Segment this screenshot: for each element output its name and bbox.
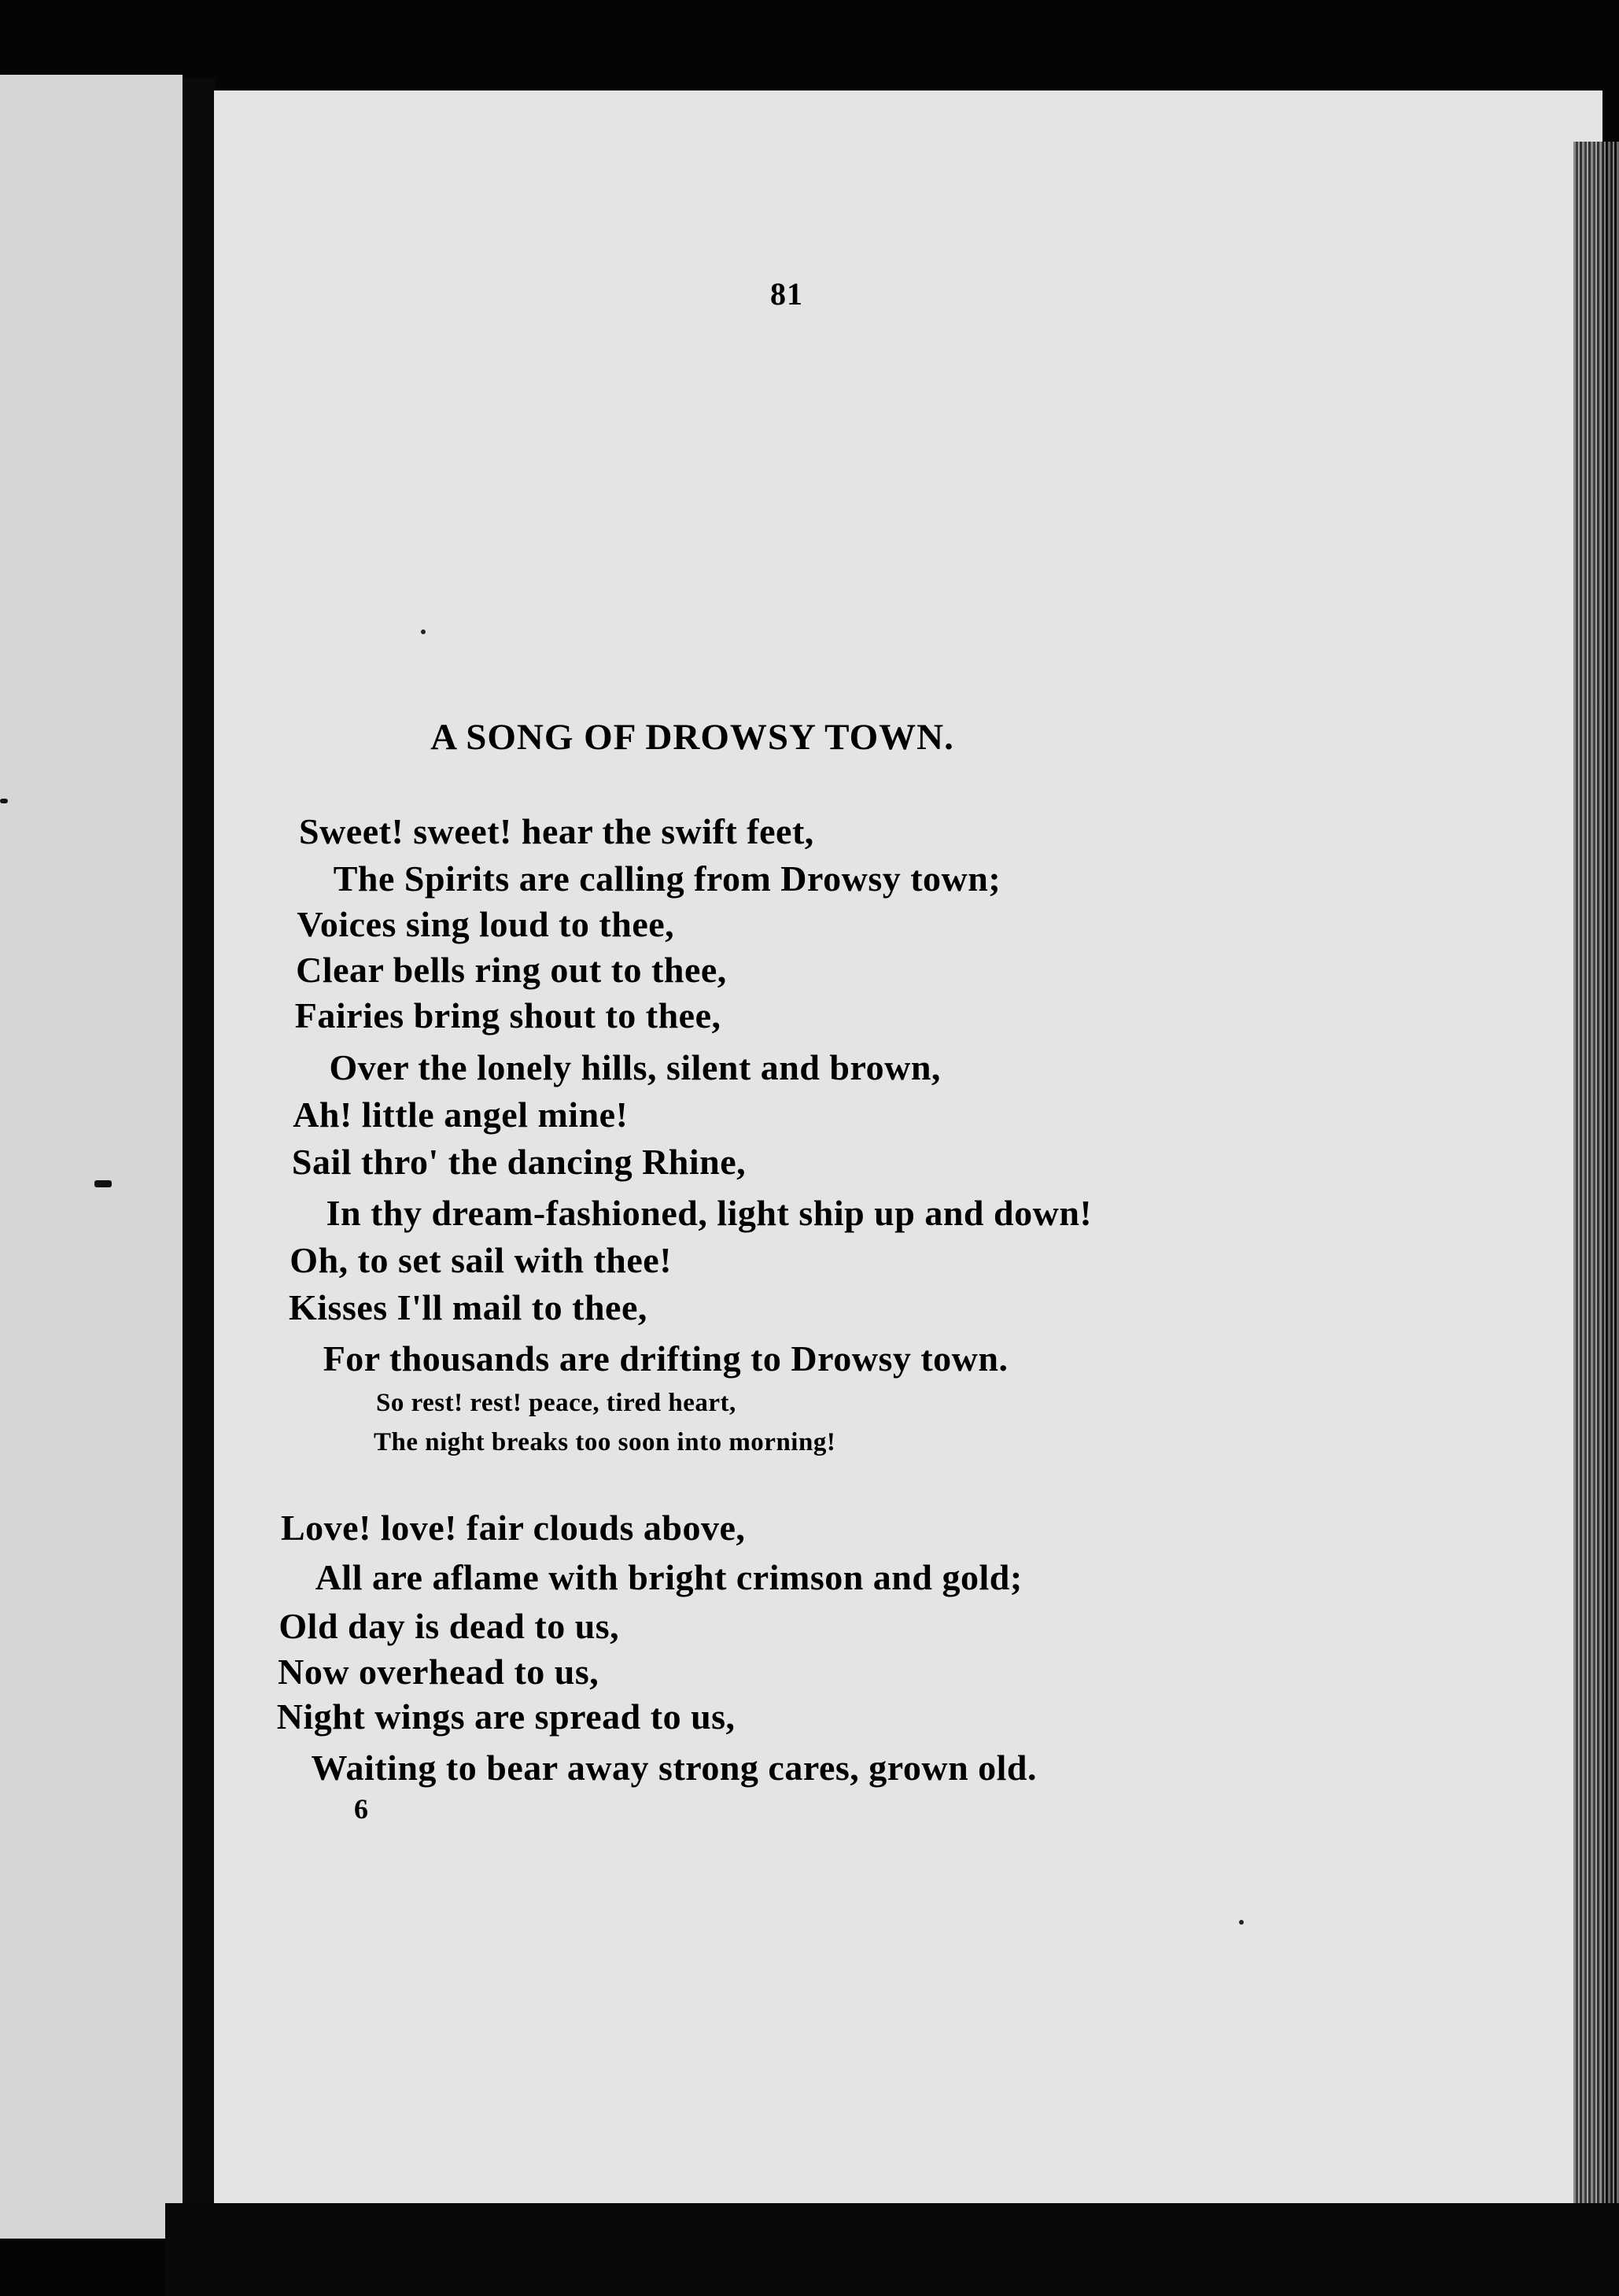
left-page xyxy=(0,75,183,2239)
poem-line: The night breaks too soon into morning! xyxy=(374,1428,836,1456)
poem-line: Fairies bring shout to thee, xyxy=(294,995,721,1035)
poem-line: Waiting to bear away strong cares, grown old. xyxy=(311,1748,1038,1788)
poem-line: Voices sing loud to thee, xyxy=(297,904,675,944)
page-mark xyxy=(94,1180,112,1187)
poem-line: Ah! little angel mine! xyxy=(293,1094,629,1135)
poem-line: Oh, to set sail with thee! xyxy=(290,1240,673,1280)
poem-line: Over the lonely hills, silent and brown, xyxy=(329,1047,941,1087)
poem-title: A SONG OF DROWSY TOWN. xyxy=(430,717,954,758)
poem-line: Love! love! fair clouds above, xyxy=(281,1508,746,1548)
poem-line: Night wings are spread to us, xyxy=(276,1696,736,1737)
poem-line: For thousands are drifting to Drowsy town. xyxy=(323,1338,1009,1379)
poem-line: Kisses I'll mail to thee, xyxy=(289,1287,647,1327)
book-gutter xyxy=(183,79,216,2242)
poem-line: Now overhead to us, xyxy=(278,1652,599,1692)
poem-line: In thy dream-fashioned, light ship up and down! xyxy=(326,1193,1093,1233)
speck xyxy=(1239,1920,1244,1925)
bottom-shadow xyxy=(165,2203,1619,2296)
poem-line: The Spirits are calling from Drowsy town; xyxy=(333,858,1001,899)
speck xyxy=(421,629,426,634)
page-number: 81 xyxy=(770,276,803,312)
poem-line: So rest! rest! peace, tired heart, xyxy=(376,1389,736,1417)
page-mark xyxy=(0,799,8,803)
poem-line: Clear bells ring out to thee, xyxy=(296,950,727,990)
poem-line: Sweet! sweet! hear the swift feet, xyxy=(299,811,814,851)
poem-line: Sail thro' the dancing Rhine, xyxy=(291,1142,747,1182)
poem-line: Old day is dead to us, xyxy=(278,1606,620,1646)
poem-line: All are aflame with bright crimson and gold; xyxy=(315,1557,1023,1597)
signature-mark: 6 xyxy=(354,1793,368,1825)
page-edge xyxy=(1573,142,1619,2266)
